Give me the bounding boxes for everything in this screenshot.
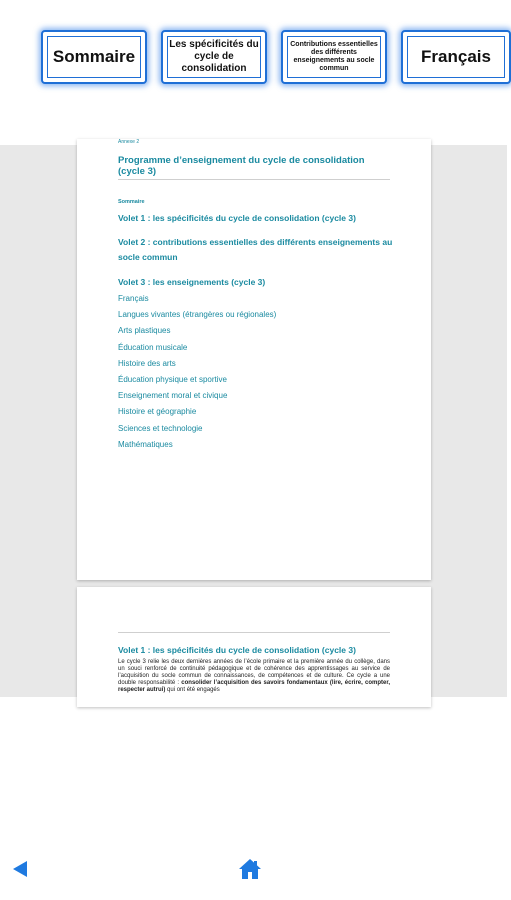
annex-label: Annexe 2 xyxy=(118,139,140,145)
toc-link-histoire-geographie[interactable]: Histoire et géographie xyxy=(118,407,197,417)
bottom-toolbar xyxy=(0,840,507,900)
toc-link-education-musicale[interactable]: Éducation musicale xyxy=(118,342,188,352)
tab-sommaire[interactable] xyxy=(41,30,147,84)
tab-label: Les spécificités du cycle de consolidation xyxy=(169,39,259,74)
tab-bar xyxy=(0,0,507,100)
toc-link-emc[interactable]: Enseignement moral et civique xyxy=(118,391,228,401)
paragraph-text: Le cycle 3 relie les deux dernières années de l’école primaire et la première année du collège, dans un souci renforcé de continuité pédagogique et de cohérence des apprentissages au service de l’acquisition du socle commun de connaissances, de compétences et de culture. Ce cycle a une double responsabilité : xyxy=(118,659,390,686)
document-viewer[interactable] xyxy=(0,139,507,697)
paragraph-bold-text: consolider l’acquisition des savoirs fondamentaux (lire, écrire, compter, respecter autrui) xyxy=(118,680,390,693)
document-page-2 xyxy=(77,587,431,707)
toc-link-sciences-technologie[interactable]: Sciences et technologie xyxy=(118,423,203,433)
tab-specificites[interactable] xyxy=(161,30,267,84)
tab-label: Contributions essentielles des différents enseignements au socle commun xyxy=(290,41,378,72)
document-page-1 xyxy=(77,139,431,580)
volet-1-paragraph xyxy=(118,659,390,694)
home-button[interactable] xyxy=(238,857,262,881)
back-arrow-icon xyxy=(11,860,29,878)
paragraph-text-end: qui ont été engagés xyxy=(165,687,220,693)
toc-link-volet-2[interactable]: Volet 2 : contributions essentielles des différents enseignements au socle commun xyxy=(118,237,393,262)
volet-1-heading: Volet 1 : les spécificités du cycle de consolidation (cycle 3) xyxy=(118,645,356,655)
toc-link-francais[interactable]: Français xyxy=(118,294,149,303)
toc-link-eps[interactable]: Éducation physique et sportive xyxy=(118,375,227,385)
tab-label: Sommaire xyxy=(52,47,136,66)
back-button[interactable] xyxy=(11,860,29,878)
toc-link-arts-plastiques[interactable]: Arts plastiques xyxy=(118,326,171,336)
tab-label: Français xyxy=(421,47,491,66)
toc-link-volet-1[interactable]: Volet 1 : les spécificités du cycle de consolidation (cycle 3) xyxy=(118,213,356,223)
tab-contributions[interactable] xyxy=(281,30,387,84)
title-divider xyxy=(118,179,390,180)
home-icon xyxy=(238,857,262,881)
program-title: Programme d’enseignement du cycle de consolidation (cycle 3) xyxy=(118,155,365,177)
toc-link-langues-vivantes[interactable]: Langues vivantes (étrangères ou régionales) xyxy=(118,310,277,320)
toc-link-histoire-des-arts[interactable]: Histoire des arts xyxy=(118,358,176,368)
tab-francais[interactable] xyxy=(401,30,511,84)
sommaire-heading: Sommaire xyxy=(118,199,145,205)
toc-link-volet-3[interactable]: Volet 3 : les enseignements (cycle 3) xyxy=(118,277,266,287)
page-divider xyxy=(118,632,390,633)
toc-link-mathematiques[interactable]: Mathématiques xyxy=(118,439,173,449)
toc-subject-list xyxy=(118,291,276,453)
